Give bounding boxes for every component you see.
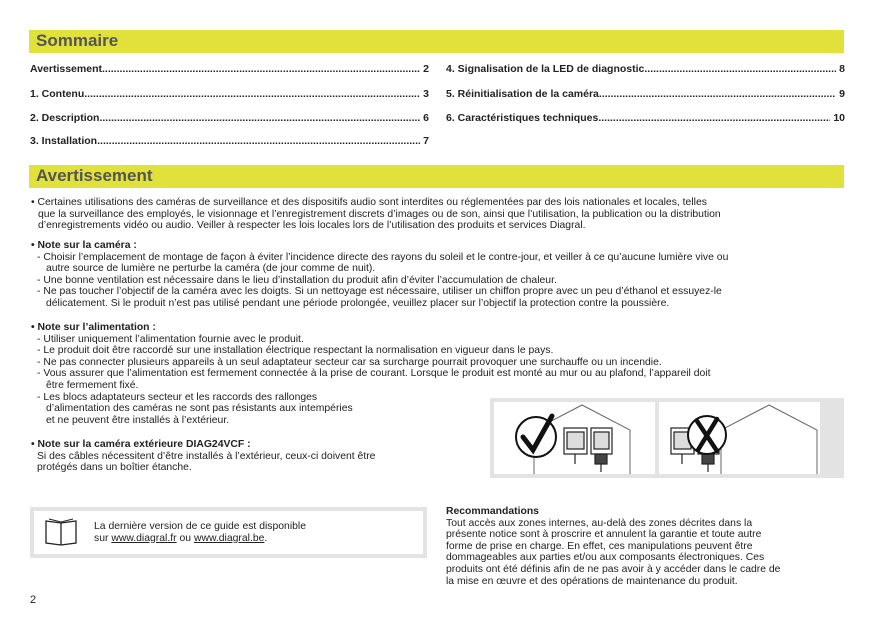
avertissement-band [29, 165, 844, 188]
toc-entry[interactable]: 1. Contenu ..... 3 [30, 88, 429, 100]
toc-entry[interactable]: 3. Installation ..... 7 [30, 135, 429, 147]
book-icon [44, 517, 78, 547]
installation-diagram [490, 398, 844, 478]
toc-entry[interactable]: 6. Caractéristiques techniques ..... 10 [446, 112, 845, 124]
recommandations: Recommandations Tout accès aux zones internes, au-delà des zones décrites dans la présente notice sont à proscrire et annulent la garantie et toute autre forme de prise en charge. En effet, ces manipulations peuvent être dommageables aux parties et/ou aux composants électroniques. Ces produits ont été définis afin de ne pas avoir à y accéder dans le cadre de la mise en œuvre et des opérations de maintenance du produit. [446, 506, 846, 587]
toc-entry[interactable]: 4. Signalisation de la LED de diagnostic ..... 8 [446, 63, 845, 75]
page-number: 2 [30, 594, 37, 606]
diagral-fr-link[interactable]: www.diagral.fr [111, 532, 177, 544]
power-note: • Note sur l’alimentation : - Utiliser uniquement l’alimentation fournie avec le produit. - Le produit doit être raccordé sur une installation électrique respectant la normalisation en vigueur dans le pays. - Ne pas connecter plusieurs appareils à un seul adaptateur secteur car sa surcharge pourrait provoquer une surchauffe ou un incendie. - Vous assurer que l’alimentation est fermement connectée à la prise de courant. Lorsque le produit est monté au mur ou au plafond, l’appareil doit être fermement fixé. - Les blocs adaptateurs secteur et les raccords des rallonges d’alimentation des caméras ne sont pas résistants aux intempéries et ne peuvent être installés à l’extérieur. [31, 322, 851, 426]
recommandations-title: Recommandations [446, 506, 539, 517]
guide-info-box [30, 507, 427, 558]
power-adapter-icon [564, 428, 612, 472]
sommaire-title: Sommaire [36, 31, 119, 50]
sommaire-band [29, 30, 844, 53]
outdoor-forbidden-panel [659, 402, 820, 474]
exterior-note-heading: • Note sur la caméra extérieure DIAG24VCF : [31, 439, 251, 450]
camera-note-heading: • Note sur la caméra : [31, 240, 137, 251]
check-icon [516, 416, 556, 457]
toc-entry[interactable]: 5. Réinitialisation de la caméra ..... 9 [446, 88, 845, 100]
power-note-heading: • Note sur l’alimentation : [31, 322, 156, 333]
intro-paragraph: • Certaines utilisations des caméras de surveillance et des dispositifs audio sont interdites ou réglementées par des lois nationales et locales, telles que la surveillance des employés, le visionnage et l’enregistrement discrets d’images ou de son, ainsi que l’utilisation, la publication ou la distribution d’enregistrements vidéo ou audio. Veiller à respecter les lois locales lors de l’utilisation des produits et services Diagral. [31, 197, 721, 232]
guide-info-text: La dernière version de ce guide est disponible sur www.diagral.fr ou www.diagral.be. [94, 521, 306, 544]
camera-note: • Note sur la caméra : - Choisir l’emplacement de montage de façon à éviter l’incidence directe des rayons du soleil et le contre-jour, et veiller à ce qu’aucune lumière vive ou autre source de lumière ne perturbe la caméra (de jour comme de nuit). - Une bonne ventilation est nécessaire dans le lieu d’installation du produit afin d’éviter l’accumulation de chaleur. - Ne pas toucher l’objectif de la caméra avec les doigts. Si un nettoyage est nécessaire, utiliser un chiffon propre avec un peu d’éthanol et essuyez-le délicatement. Si le produit n’est pas utilisé pendant une période prolongée, veuillez placer sur l’objectif la protection contre la poussière. [31, 240, 851, 310]
house-icon [721, 405, 817, 474]
cross-icon [688, 416, 726, 454]
avertissement-title: Avertissement [36, 166, 153, 185]
indoor-ok-panel [494, 402, 655, 474]
toc-entry[interactable]: Avertissement ..... 2 [30, 63, 429, 75]
diagral-be-link[interactable]: www.diagral.be [193, 532, 265, 544]
toc-entry[interactable]: 2. Description ..... 6 [30, 112, 429, 124]
exterior-camera-note: • Note sur la caméra extérieure DIAG24VCF : Si des câbles nécessitent d’être installés à l’extérieur, ceux-ci doivent être protégés dans un boîtier étanche. [31, 439, 481, 474]
